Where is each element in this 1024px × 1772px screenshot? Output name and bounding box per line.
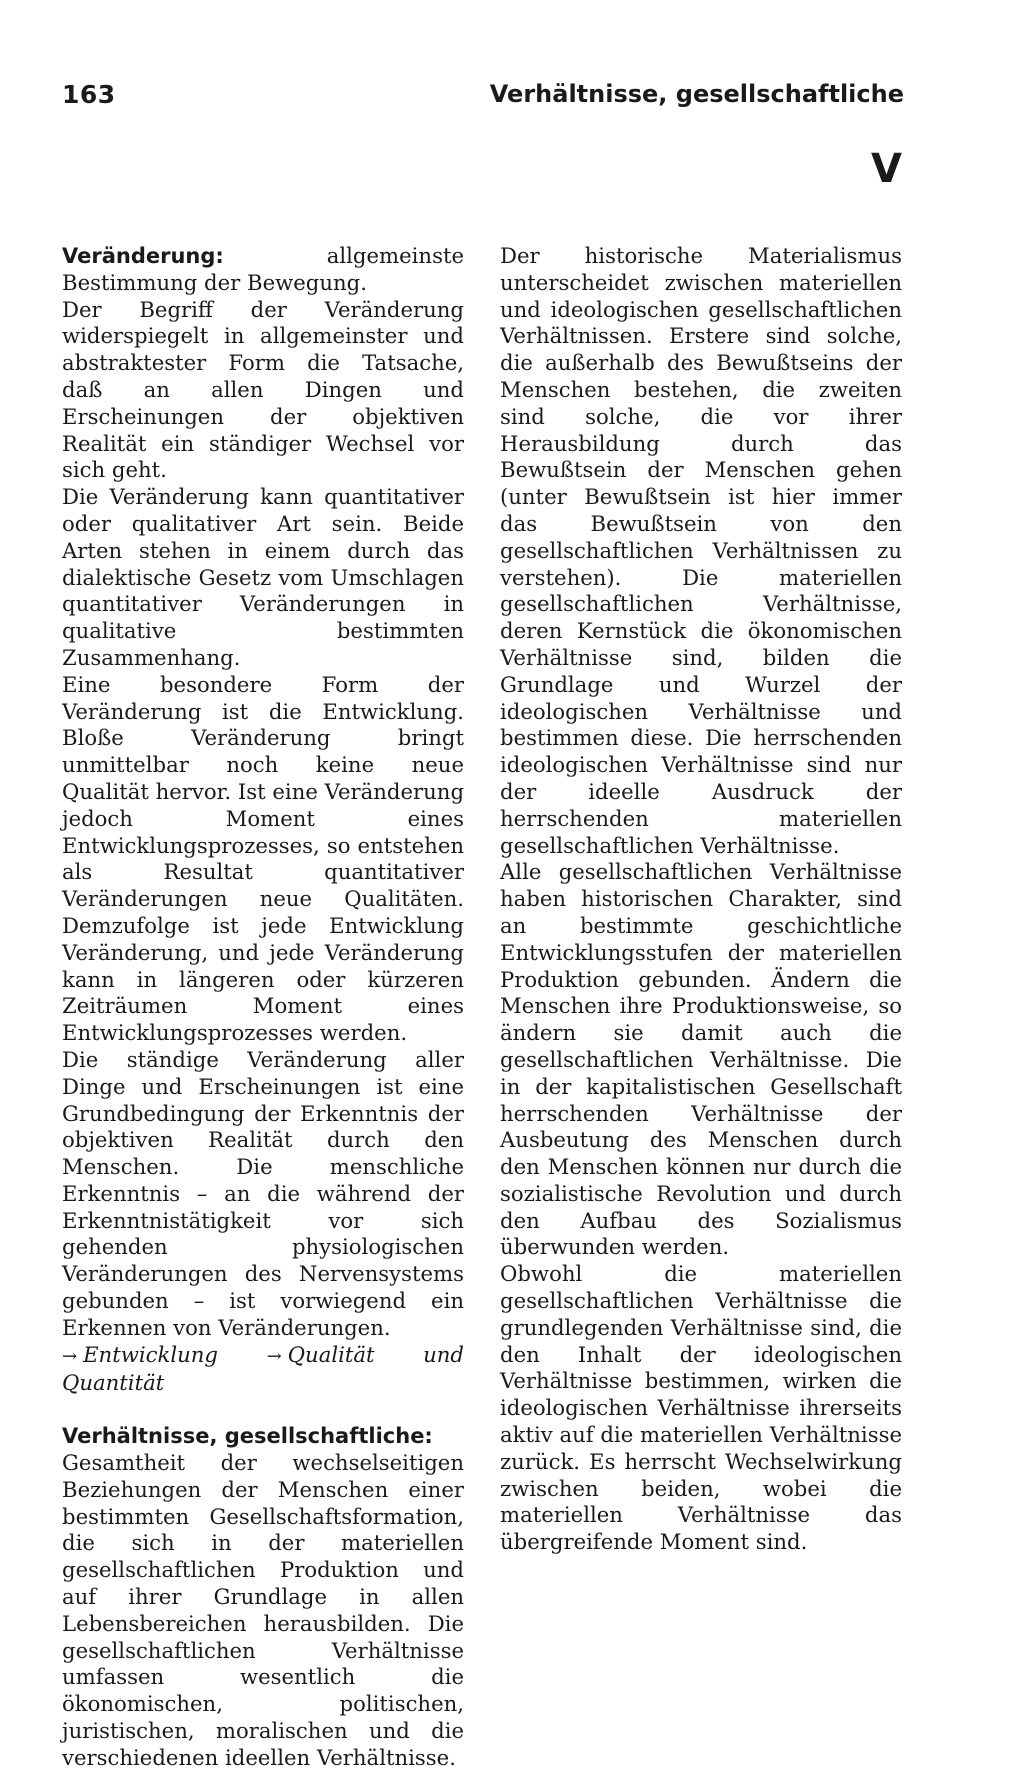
left-column — [62, 243, 464, 1772]
entry-paragraph: Der Begriff der Veränderung widerspiegelt in allgemeinster und abstraktester Form die Tatsache, daß an allen Dingen und Erscheinungen der objektiven Realität ein ständiger Wechsel vor sich geht. — [62, 296, 464, 483]
entry-keyword: Verhältnisse, gesellschaftliche: — [62, 1424, 433, 1449]
arrow-right-icon: → — [266, 1345, 282, 1367]
entry-paragraph: allgemeinste Bestimmung der Bewegung. — [62, 243, 464, 295]
running-title: Verhältnisse, gesellschaftliche — [489, 80, 904, 108]
section-letter: V — [871, 146, 902, 192]
entry-veraenderung-definition — [62, 243, 464, 297]
entry-paragraph: Alle gesellschaftlichen Verhältnisse haben historischen Charakter, sind an bestimmte geschichtliche Entwicklungsstufen der materiellen Produktion gebunden. Ändern die Menschen ihre Produktionsweise, so ändern sie damit auch die gesellschaftlichen Verhältnisse. Die in der kapitalistischen Gesellschaft herrschenden Verhältnisse der Ausbeutung des Menschen durch den Menschen können nur durch die sozialistische Revolution und durch den Aufbau des Sozialismus überwunden werden. — [500, 859, 902, 1260]
entry-paragraph: Obwohl die materiellen gesellschaftlichen Verhältnisse die grundlegenden Verhältnisse sind, die den Inhalt der ideologischen Verhältnisse bestimmen, wirken die ideologischen Verhältnisse ihrerseits aktiv auf die materiellen Verhältnisse zurück. Es herrscht Wechselwirkung zwischen beiden, wobei die materiellen Verhältnisse das übergreifende Moment sind. — [500, 1261, 902, 1555]
entry-paragraph: Der historische Materialismus unterscheidet zwischen materiellen und ideologischen gesellschaftlichen Verhältnissen. Erstere sind solche, die außerhalb des Bewußtseins der Menschen bestehen, die zweiten sind solche, die vor ihrer Herausbildung durch das Bewußtsein der Menschen gehen (unter Bewußtsein ist hier immer das Bewußtsein von den gesellschaftlichen Verhältnissen zu verstehen). Die materiellen gesellschaftlichen Verhältnisse, deren Kernstück die ökonomischen Verhältnisse sind, bilden die Grundlage und Wurzel der ideologischen Verhältnisse und bestimmen diese. Die herrschenden ideologischen Verhältnisse sind nur der ideelle Ausdruck der herrschenden materiellen gesellschaftlichen Verhältnisse. — [500, 243, 902, 858]
cross-references — [62, 1342, 464, 1398]
entry-paragraph: Die Veränderung kann quantitativer oder qualitativer Art sein. Beide Arten stehen in einem durch das dialektische Gesetz vom Umschlagen quantitativer Veränderungen in qualitative bestimmten Zusammenhang. — [62, 484, 464, 670]
entry-verhaeltnisse-definition — [62, 1423, 464, 1771]
right-column — [500, 243, 902, 1556]
entry-paragraph: Eine besondere Form der Veränderung ist die Entwicklung. Bloße Veränderung bringt unmittelbar noch keine neue Qualität hervor. Ist eine Veränderung jedoch Moment eines Entwicklungsprozesses, so entstehen als Resultat quantitativer Veränderungen neue Qualitäten. Demzufolge ist jede Entwicklung Veränderung, und jede Veränderung kann in längeren oder kürzeren Zeiträumen Moment eines Entwicklungsprozesses werden. — [62, 671, 465, 1046]
entry-keyword: Veränderung: — [62, 244, 224, 268]
page-number: 163 — [62, 80, 116, 109]
entry-paragraph: Gesamtheit der wechselseitigen Beziehungen der Menschen einer bestimmten Gesellschaftsformation, die sich in der materiellen gesellschaftlichen Produktion und auf ihrer Grundlage in allen Lebensbereichen herausbilden. Die gesellschaftlichen Verhältnisse umfassen wesentlich die ökonomischen, politischen, juristischen, moralischen und die verschiedenen ideellen Verhältnisse. — [62, 1450, 464, 1770]
reference-link[interactable]: Qualität und Quantität — [62, 1341, 464, 1396]
entry-paragraph: Die ständige Veränderung aller Dinge und Erscheinungen ist eine Grundbedingung der Erkenntnis der objektiven Realität durch den Menschen. Die menschliche Erkenntnis – an die während der Erkenntnistätigkeit vor sich gehenden physiologischen Veränderungen des Nervensystems gebunden – ist vorwiegend ein Erkennen von Veränderungen. — [62, 1046, 464, 1340]
reference-link[interactable]: Entwicklung — [83, 1341, 218, 1367]
arrow-right-icon: → — [62, 1345, 78, 1367]
